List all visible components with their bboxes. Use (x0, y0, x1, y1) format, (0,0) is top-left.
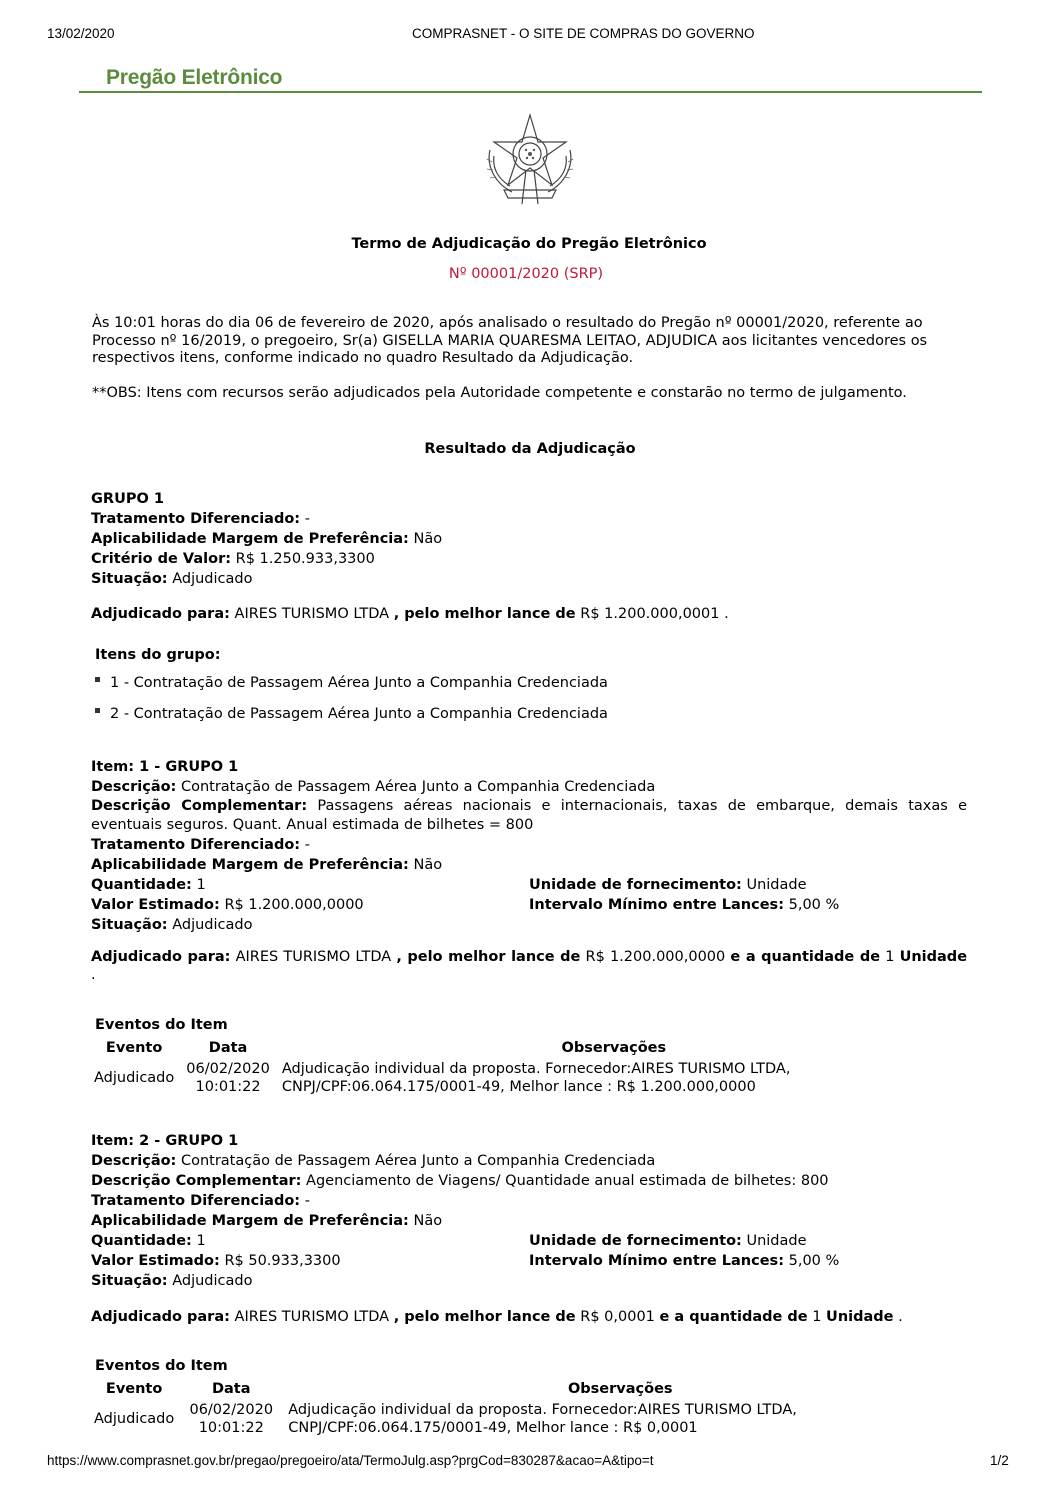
item-aplicabilidade: Não (413, 1213, 443, 1229)
item-fornecedor: AIRES TURISMO LTDA (234, 1309, 390, 1325)
item-descricao-complementar-text: Passagens aéreas nacionais e internacionais, taxas de embarque, demais taxas e eventuais seguros. Quant. Anual estimada de bilhetes = 800 (91, 798, 968, 833)
label-quantidade: Quantidade: (91, 877, 192, 893)
events-heading: Eventos do Item (95, 1358, 228, 1374)
col-evento: Evento (105, 1381, 163, 1397)
label-quantidade-de: e a quantidade de (730, 949, 881, 965)
item-1-adjudicado (91, 948, 967, 984)
label-valor-estimado: Valor Estimado: (91, 1253, 220, 1269)
item-tratamento: - (304, 1193, 310, 1209)
group-situacao: Adjudicado (172, 571, 253, 587)
event-observacoes (276, 1060, 952, 1096)
table-header-row (88, 1040, 952, 1060)
item-quantidade: 1 (196, 1233, 206, 1249)
item-fornecedor: AIRES TURISMO LTDA (235, 949, 392, 965)
item-qtd: 1 (812, 1309, 822, 1325)
item-descricao-complementar-text: Agenciamento de Viagens/ Quantidade anual estimada de bilhetes: 800 (306, 1173, 829, 1189)
group-section (91, 489, 971, 589)
item-descricao: Contratação de Passagem Aérea Junto a Companhia Credenciada (180, 1153, 656, 1169)
label-valor-estimado: Valor Estimado: (91, 897, 220, 913)
event-observacoes (282, 1401, 958, 1437)
bullet-icon (95, 708, 100, 713)
table-row (88, 1401, 958, 1437)
event-date: 06/02/2020 (189, 1402, 274, 1418)
label-aplicabilidade: Aplicabilidade Margem de Preferência: (91, 1213, 409, 1229)
label-adjudicado-para: Adjudicado para: (91, 1309, 230, 1325)
event-obs-line: CNPJ/CPF:06.064.175/0001-49, Melhor lance : R$ 1.200.000,0000 (281, 1079, 756, 1095)
item-unidade: Unidade (746, 1233, 807, 1249)
label-tratamento: Tratamento Diferenciado: (91, 511, 301, 527)
event-datetime (180, 1401, 282, 1437)
list-item (95, 673, 608, 693)
period: . (91, 967, 96, 983)
table-header-row (88, 1381, 958, 1401)
result-heading: Resultado da Adjudicação (424, 441, 636, 457)
event-obs-line: Adjudicação individual da proposta. Fornecedor:AIRES TURISMO LTDA, (288, 1402, 797, 1418)
label-unidade: Unidade de fornecimento: (529, 1233, 742, 1249)
document-title: Termo de Adjudicação do Pregão Eletrônico (351, 236, 707, 252)
group-criterio: R$ 1.250.933,3300 (235, 551, 375, 567)
item-2-section (91, 1131, 967, 1291)
label-descricao: Descrição: (91, 1153, 177, 1169)
item-situacao: Adjudicado (172, 1273, 253, 1289)
item-lance: R$ 0,0001 (580, 1309, 655, 1325)
event-obs-line: Adjudicação individual da proposta. Fornecedor:AIRES TURISMO LTDA, (281, 1061, 791, 1077)
label-situacao: Situação: (91, 917, 168, 933)
print-site-title: COMPRASNET - O SITE DE COMPRAS DO GOVERNO (412, 26, 755, 41)
item-1-section (91, 757, 967, 935)
group-fornecedor: AIRES TURISMO LTDA (234, 606, 390, 622)
label-descricao: Descrição: (91, 779, 177, 795)
item-heading: Item: 2 - GRUPO 1 (91, 1133, 239, 1149)
item-valor-estimado: R$ 50.933,3300 (224, 1253, 341, 1269)
print-page-number: 1/2 (990, 1453, 1009, 1468)
label-descricao-complementar: Descrição Complementar: (91, 1173, 302, 1189)
item-aplicabilidade: Não (413, 857, 443, 873)
item-situacao: Adjudicado (172, 917, 253, 933)
list-item (95, 704, 608, 724)
period: . (898, 1309, 903, 1325)
label-adjudicado-para: Adjudicado para: (91, 606, 230, 622)
item-intervalo: 5,00 % (788, 897, 840, 913)
col-observacoes: Observações (567, 1381, 673, 1397)
label-aplicabilidade: Aplicabilidade Margem de Preferência: (91, 531, 409, 547)
label-quantidade-de: e a quantidade de (659, 1309, 808, 1325)
item-quantidade: 1 (196, 877, 206, 893)
col-data: Data (208, 1040, 248, 1056)
period: . (724, 606, 729, 622)
page-title: Pregão Eletrônico (106, 66, 283, 89)
events-table (88, 1381, 958, 1437)
events-table (88, 1040, 952, 1096)
label-quantidade: Quantidade: (91, 1233, 192, 1249)
item-heading: Item: 1 - GRUPO 1 (91, 759, 239, 775)
item-2-adjudicado (91, 1307, 903, 1327)
group-name: GRUPO 1 (91, 491, 164, 507)
item-unidade: Unidade (746, 877, 807, 893)
bullet-icon (95, 677, 100, 682)
item-qtd-unidade: Unidade (826, 1309, 894, 1325)
print-url[interactable]: https://www.comprasnet.gov.br/pregao/pregoeiro/ata/TermoJulg.asp?prgCod=830287&acao=A&tipo=t (47, 1453, 654, 1468)
label-situacao: Situação: (91, 571, 168, 587)
label-situacao: Situação: (91, 1273, 168, 1289)
group-adjudicado (91, 604, 729, 624)
event-time: 10:01:22 (198, 1420, 264, 1436)
label-tratamento: Tratamento Diferenciado: (91, 837, 301, 853)
label-intervalo: Intervalo Mínimo entre Lances: (529, 897, 784, 913)
table-row (88, 1060, 952, 1096)
events-heading: Eventos do Item (95, 1017, 228, 1033)
label-aplicabilidade: Aplicabilidade Margem de Preferência: (91, 857, 409, 873)
item-valor-estimado: R$ 1.200.000,0000 (224, 897, 364, 913)
group-aplicabilidade: Não (413, 531, 443, 547)
label-tratamento: Tratamento Diferenciado: (91, 1193, 301, 1209)
item-descricao-complementar (91, 797, 967, 835)
label-melhor-lance: , pelo melhor lance de (393, 606, 576, 622)
label-melhor-lance: , pelo melhor lance de (396, 949, 581, 965)
title-rule (79, 91, 982, 93)
label-criterio: Critério de Valor: (91, 551, 232, 567)
label-adjudicado-para: Adjudicado para: (91, 949, 231, 965)
label-descricao-complementar: Descrição Complementar: (91, 798, 308, 814)
col-evento: Evento (105, 1040, 163, 1056)
brazil-coat-of-arms-icon (482, 112, 578, 210)
item-intervalo: 5,00 % (788, 1253, 840, 1269)
event-datetime (180, 1060, 276, 1096)
event-date: 06/02/2020 (186, 1061, 270, 1077)
group-item-label: 1 - Contratação de Passagem Aérea Junto a Companhia Credenciada (110, 675, 608, 691)
obs-note: **OBS: Itens com recursos serão adjudicados pela Autoridade competente e constarão no termo de julgamento. (92, 385, 907, 401)
item-qtd: 1 (885, 949, 895, 965)
print-date: 13/02/2020 (47, 26, 115, 41)
event-time: 10:01:22 (195, 1079, 261, 1095)
group-item-label: 2 - Contratação de Passagem Aérea Junto a Companhia Credenciada (110, 706, 608, 722)
label-unidade: Unidade de fornecimento: (529, 877, 742, 893)
group-items-heading: Itens do grupo: (95, 647, 221, 663)
group-lance: R$ 1.200.000,0001 (580, 606, 720, 622)
event-obs-line: CNPJ/CPF:06.064.175/0001-49, Melhor lance : R$ 0,0001 (288, 1420, 698, 1436)
document-number: Nº 00001/2020 (SRP) (448, 266, 604, 282)
label-melhor-lance: , pelo melhor lance de (393, 1309, 576, 1325)
col-observacoes: Observações (561, 1040, 667, 1056)
item-descricao: Contratação de Passagem Aérea Junto a Companhia Credenciada (180, 779, 656, 795)
event-type: Adjudicado (94, 1070, 175, 1086)
intro-paragraph: Às 10:01 horas do dia 06 de fevereiro de 2020, após analisado o resultado do Pregão nº 00001/2020, referente ao Processo nº 16/2019, o pregoeiro, Sr(a) GISELLA MARIA QUARESMA LEITAO, ADJUDICA aos licitantes vencedores os respectivos itens, conforme indicado no quadro Resultado da Adjudicação. (92, 315, 928, 366)
label-intervalo: Intervalo Mínimo entre Lances: (529, 1253, 784, 1269)
item-lance: R$ 1.200.000,0000 (585, 949, 726, 965)
event-type: Adjudicado (94, 1411, 175, 1427)
item-tratamento: - (304, 837, 310, 853)
col-data: Data (211, 1381, 251, 1397)
item-qtd-unidade: Unidade (899, 949, 968, 965)
group-tratamento: - (304, 511, 310, 527)
